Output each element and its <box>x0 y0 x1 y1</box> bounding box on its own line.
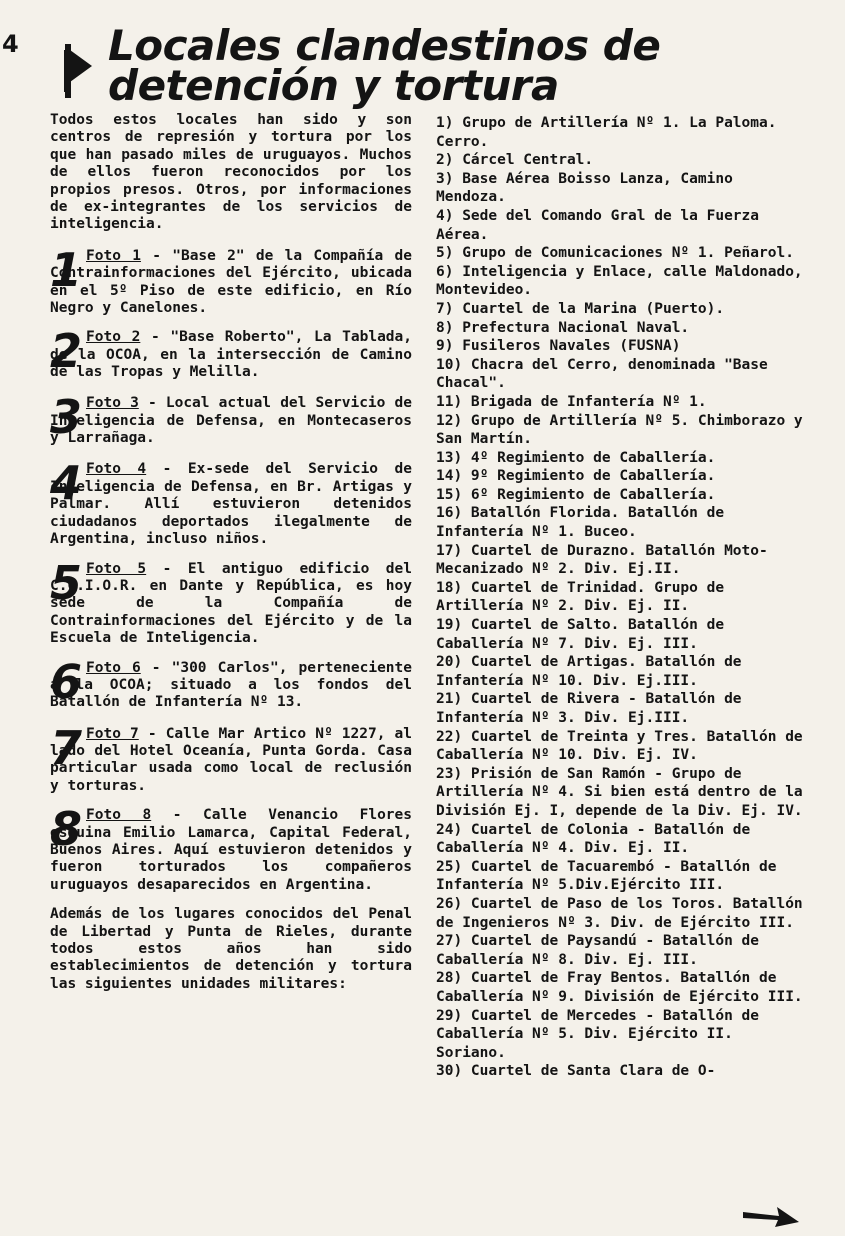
photo-caption-text <box>50 654 412 712</box>
photo-caption-text <box>50 242 412 318</box>
photo-caption-text <box>50 324 412 381</box>
photo-description: - "Base Roberto", La Tablada, de la OCOA, en la intersección de Camino de las Tropas y Melilla. <box>50 329 412 381</box>
list-item: 18) Cuartel de Trinidad. Grupo de Artillería Nº 2. Div. Ej. II. <box>436 579 725 615</box>
photo-number: 7 <box>50 720 83 775</box>
list-item: 19) Cuartel de Salto. Batallón de Caballería Nº 7. Div. Ej. III. <box>436 617 725 652</box>
photo-caption-text <box>50 720 412 796</box>
list-item: 23) Prisión de San Ramón - Grupo de Artillería Nº 4. Si bien está dentro de la División Ej. I, depende de la Div. Ej. IV. <box>436 765 803 819</box>
photo-caption <box>50 324 412 383</box>
photo-label: Foto 5 <box>86 560 147 577</box>
photo-caption-text <box>50 555 412 648</box>
photo-description: - El antiguo edificio del C.G.I.O.R. en Dante y República, es hoy sede de la Compañía de Contrainformaciones del Ejército y de la Escuela de Inteligencia. <box>50 560 412 647</box>
photo-label: Foto 4 <box>86 461 147 478</box>
photo-caption <box>50 720 412 796</box>
list-item: 6) Inteligencia y Enlace, calle Maldonado, Montevideo. <box>436 263 803 299</box>
list-item: 14) 9º Regimiento de Caballería. <box>436 468 716 485</box>
photo-description: - Calle Mar Artico Nº 1227, al lado del Hotel Oceanía, Punta Gorda. Casa particular usada como local de reclusión y torturas. <box>50 725 412 794</box>
intro-paragraph: Todos estos locales han sido y son centros de represión y tortura por los que han pasado miles de uruguayos. Muchos de ellos fueron reconocidos por los propios presos. Otros, por informaciones de ex-integrantes de los servicios de inteligencia. <box>50 112 412 233</box>
photo-number: 2 <box>50 324 83 379</box>
list-item: 10) Chacra del Cerro, denominada "Base Chacal". <box>436 356 768 392</box>
photo-caption <box>50 456 412 548</box>
list-item: 1) Grupo de Artillería Nº 1. La Paloma. Cerro. <box>436 115 777 150</box>
title-line-2: detención y tortura <box>108 61 559 110</box>
list-item: 24) Cuartel de Colonia - Batallón de Caballería Nº 4. Div. Ej. II. <box>436 821 751 857</box>
page-number: 4 <box>2 30 19 58</box>
photo-description: - Local actual del Servicio de Inteligencia de Defensa, en Montecaseros y Larrañaga. <box>50 395 412 447</box>
photo-caption <box>50 654 412 714</box>
list-item: 22) Cuartel de Treinta y Tres. Batallón de Caballería Nº 10. Div. Ej. IV. <box>436 728 803 764</box>
list-item: 7) Cuartel de la Marina (Puerto). <box>436 300 725 317</box>
list-item: 9) Fusileros Navales (FUSNA) <box>436 338 681 355</box>
list-item: 11) Brigada de Infantería Nº 1. <box>436 393 707 410</box>
photo-caption <box>50 390 412 449</box>
list-item: 28) Cuartel de Fray Bentos. Batallón de Caballería Nº 9. División de Ejército III. <box>436 970 803 1005</box>
list-item: 17) Cuartel de Durazno. Batallón Moto-Mecanizado Nº 2. Div. Ej.II. <box>436 542 768 578</box>
photo-number: 8 <box>50 802 83 857</box>
list-item: 25) Cuartel de Tacuarembó - Batallón de Infantería Nº 5.Div.Ejército III. <box>436 858 777 894</box>
list-item: 20) Cuartel de Artigas. Batallón de Infantería Nº 10. Div. Ej.III. <box>436 654 742 689</box>
photo-label: Foto 2 <box>86 329 141 346</box>
photo-label: Foto 1 <box>86 247 141 264</box>
photo-caption-text <box>50 390 412 447</box>
list-item: 4) Sede del Comando Gral de la Fuerza Aérea. <box>436 207 760 243</box>
photo-label: Foto 6 <box>86 659 141 676</box>
photo-captions <box>50 242 412 894</box>
list-item: 21) Cuartel de Rivera - Batallón de Infantería Nº 3. Div. Ej.III. <box>436 691 742 726</box>
page-title <box>108 21 661 110</box>
list-item: 15) 6º Regimiento de Caballería. <box>436 486 716 503</box>
outro-paragraph: Además de los lugares conocidos del Penal de Libertad y Punta de Rieles, durante todos estos años han sido establecimientos de detención y tortura las siguientes unidades militares: <box>50 906 412 992</box>
right-column <box>436 114 808 1081</box>
photo-label: Foto 8 <box>86 807 152 824</box>
photo-caption-text <box>50 802 412 894</box>
photo-number: 5 <box>50 555 83 610</box>
list-item: 16) Batallón Florida. Batallón de Infantería Nº 1. Buceo. <box>436 505 725 541</box>
photo-caption <box>50 242 412 318</box>
list-item: 12) Grupo de Artillería Nº 5. Chimborazo y San Martín. <box>436 412 803 448</box>
photo-description: - Ex-sede del Servicio de Inteligencia de Defensa, en Br. Artigas y Palmar. Allí estuvieron detenidos ciudadanos deportados ilegalmente de Argentina, incluso niños. <box>50 461 412 548</box>
list-item: 26) Cuartel de Paso de los Toros. Batallón de Ingenieros Nº 3. Div. de Ejército III. <box>436 895 803 931</box>
list-item: 8) Prefectura Nacional Naval. <box>436 319 690 336</box>
photo-caption-text <box>50 456 412 548</box>
list-item: 5) Grupo de Comunicaciones Nº 1. Peñarol. <box>436 245 794 262</box>
list-item: 30) Cuartel de Santa Clara de O- <box>436 1063 716 1080</box>
title-arrow-icon <box>60 42 96 100</box>
photo-description: - "Base 2" de la Compañía de Contrainformaciones del Ejército, ubicada en el 5º Piso de este edificio, en Río Negro y Canelones. <box>50 247 412 317</box>
photo-description: - "300 Carlos", perteneciente a la OCOA; situado a los fondos del Batallón de Infantería Nº 13. <box>50 659 412 711</box>
photo-number: 3 <box>50 390 83 445</box>
photo-label: Foto 7 <box>86 725 139 742</box>
photo-caption <box>50 802 412 894</box>
military-units-list <box>436 114 808 1081</box>
photo-number: 1 <box>50 242 83 297</box>
list-item: 13) 4º Regimiento de Caballería. <box>436 449 716 466</box>
continue-arrow-icon <box>741 1204 801 1228</box>
title-line-1: Locales clandestinos de <box>108 21 661 70</box>
photo-number: 6 <box>50 654 83 709</box>
photo-caption <box>50 555 412 648</box>
left-column <box>50 112 412 993</box>
list-item: 2) Cárcel Central. <box>436 152 594 169</box>
photo-number: 4 <box>50 456 83 511</box>
photo-description: - Calle Venancio Flores esquina Emilio Lamarca, Capital Federal, Buenos Aires. Aquí estuvieron detenidos y fueron torturados los compañeros uruguayos desaparecidos en Argentina. <box>50 807 412 893</box>
list-item: 27) Cuartel de Paysandú - Batallón de Caballería Nº 8. Div. Ej. III. <box>436 933 760 968</box>
list-item: 29) Cuartel de Mercedes - Batallón de Caballería Nº 5. Div. Ejército II. Soriano. <box>436 1007 760 1061</box>
photo-label: Foto 3 <box>86 395 139 412</box>
list-item: 3) Base Aérea Boisso Lanza, Camino Mendoza. <box>436 170 733 206</box>
